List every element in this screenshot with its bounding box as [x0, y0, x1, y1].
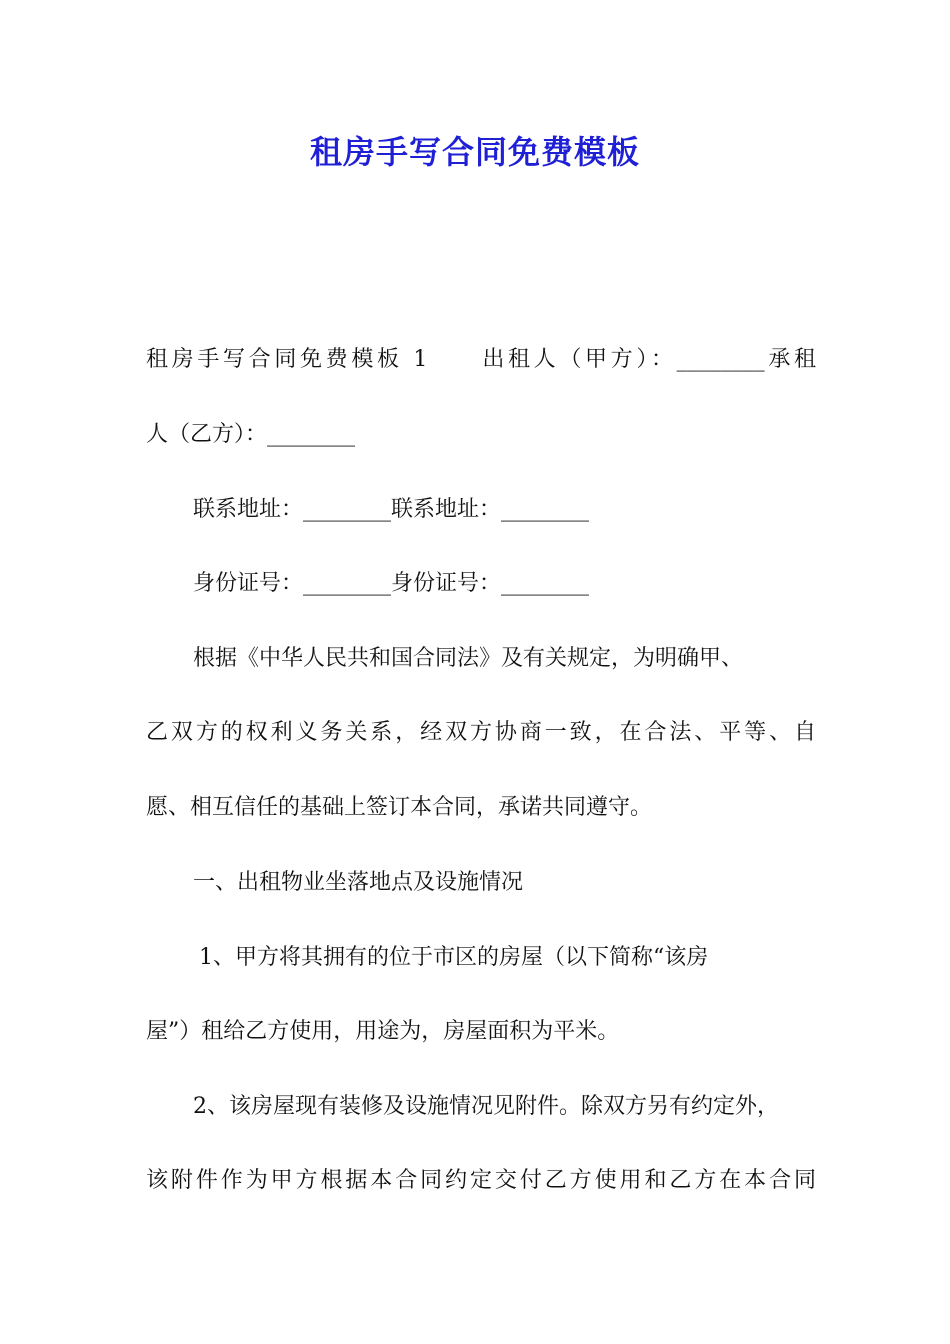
paragraph-line: 屋”）租给乙方使用，用途为，房屋面积为平米。 — [146, 1019, 620, 1044]
paragraph-line: 人（乙方）：________ — [146, 422, 356, 447]
paragraph-line: 愿、相互信任的基础上签订本合同，承诺共同遵守。 — [146, 795, 653, 820]
paragraph-line: 身份证号：________身份证号：________ — [193, 571, 590, 596]
document-title: 租房手写合同免费模板 — [309, 133, 640, 171]
paragraph-line: 根据《中华人民共和国合同法》及有关规定，为明确甲、 — [193, 646, 744, 671]
paragraph-line: 乙双方的权利义务关系，经双方协商一致，在合法、平等、自 — [146, 720, 816, 745]
paragraph-line: 2、该房屋现有装修及设施情况见附件。除双方另有约定外， — [193, 1094, 779, 1119]
paragraph-line: 联系地址：________联系地址：________ — [193, 497, 590, 522]
paragraph-line: 1、甲方将其拥有的位于市区的房屋（以下简称“该房 — [199, 945, 709, 970]
paragraph-line: 该附件作为甲方根据本合同约定交付乙方使用和乙方在本合同 — [146, 1168, 816, 1193]
paragraph-line: 租房手写合同免费模板 1 出租人（甲方）：________承租 — [146, 347, 816, 372]
section-heading: 一、出租物业坐落地点及设施情况 — [193, 870, 524, 895]
